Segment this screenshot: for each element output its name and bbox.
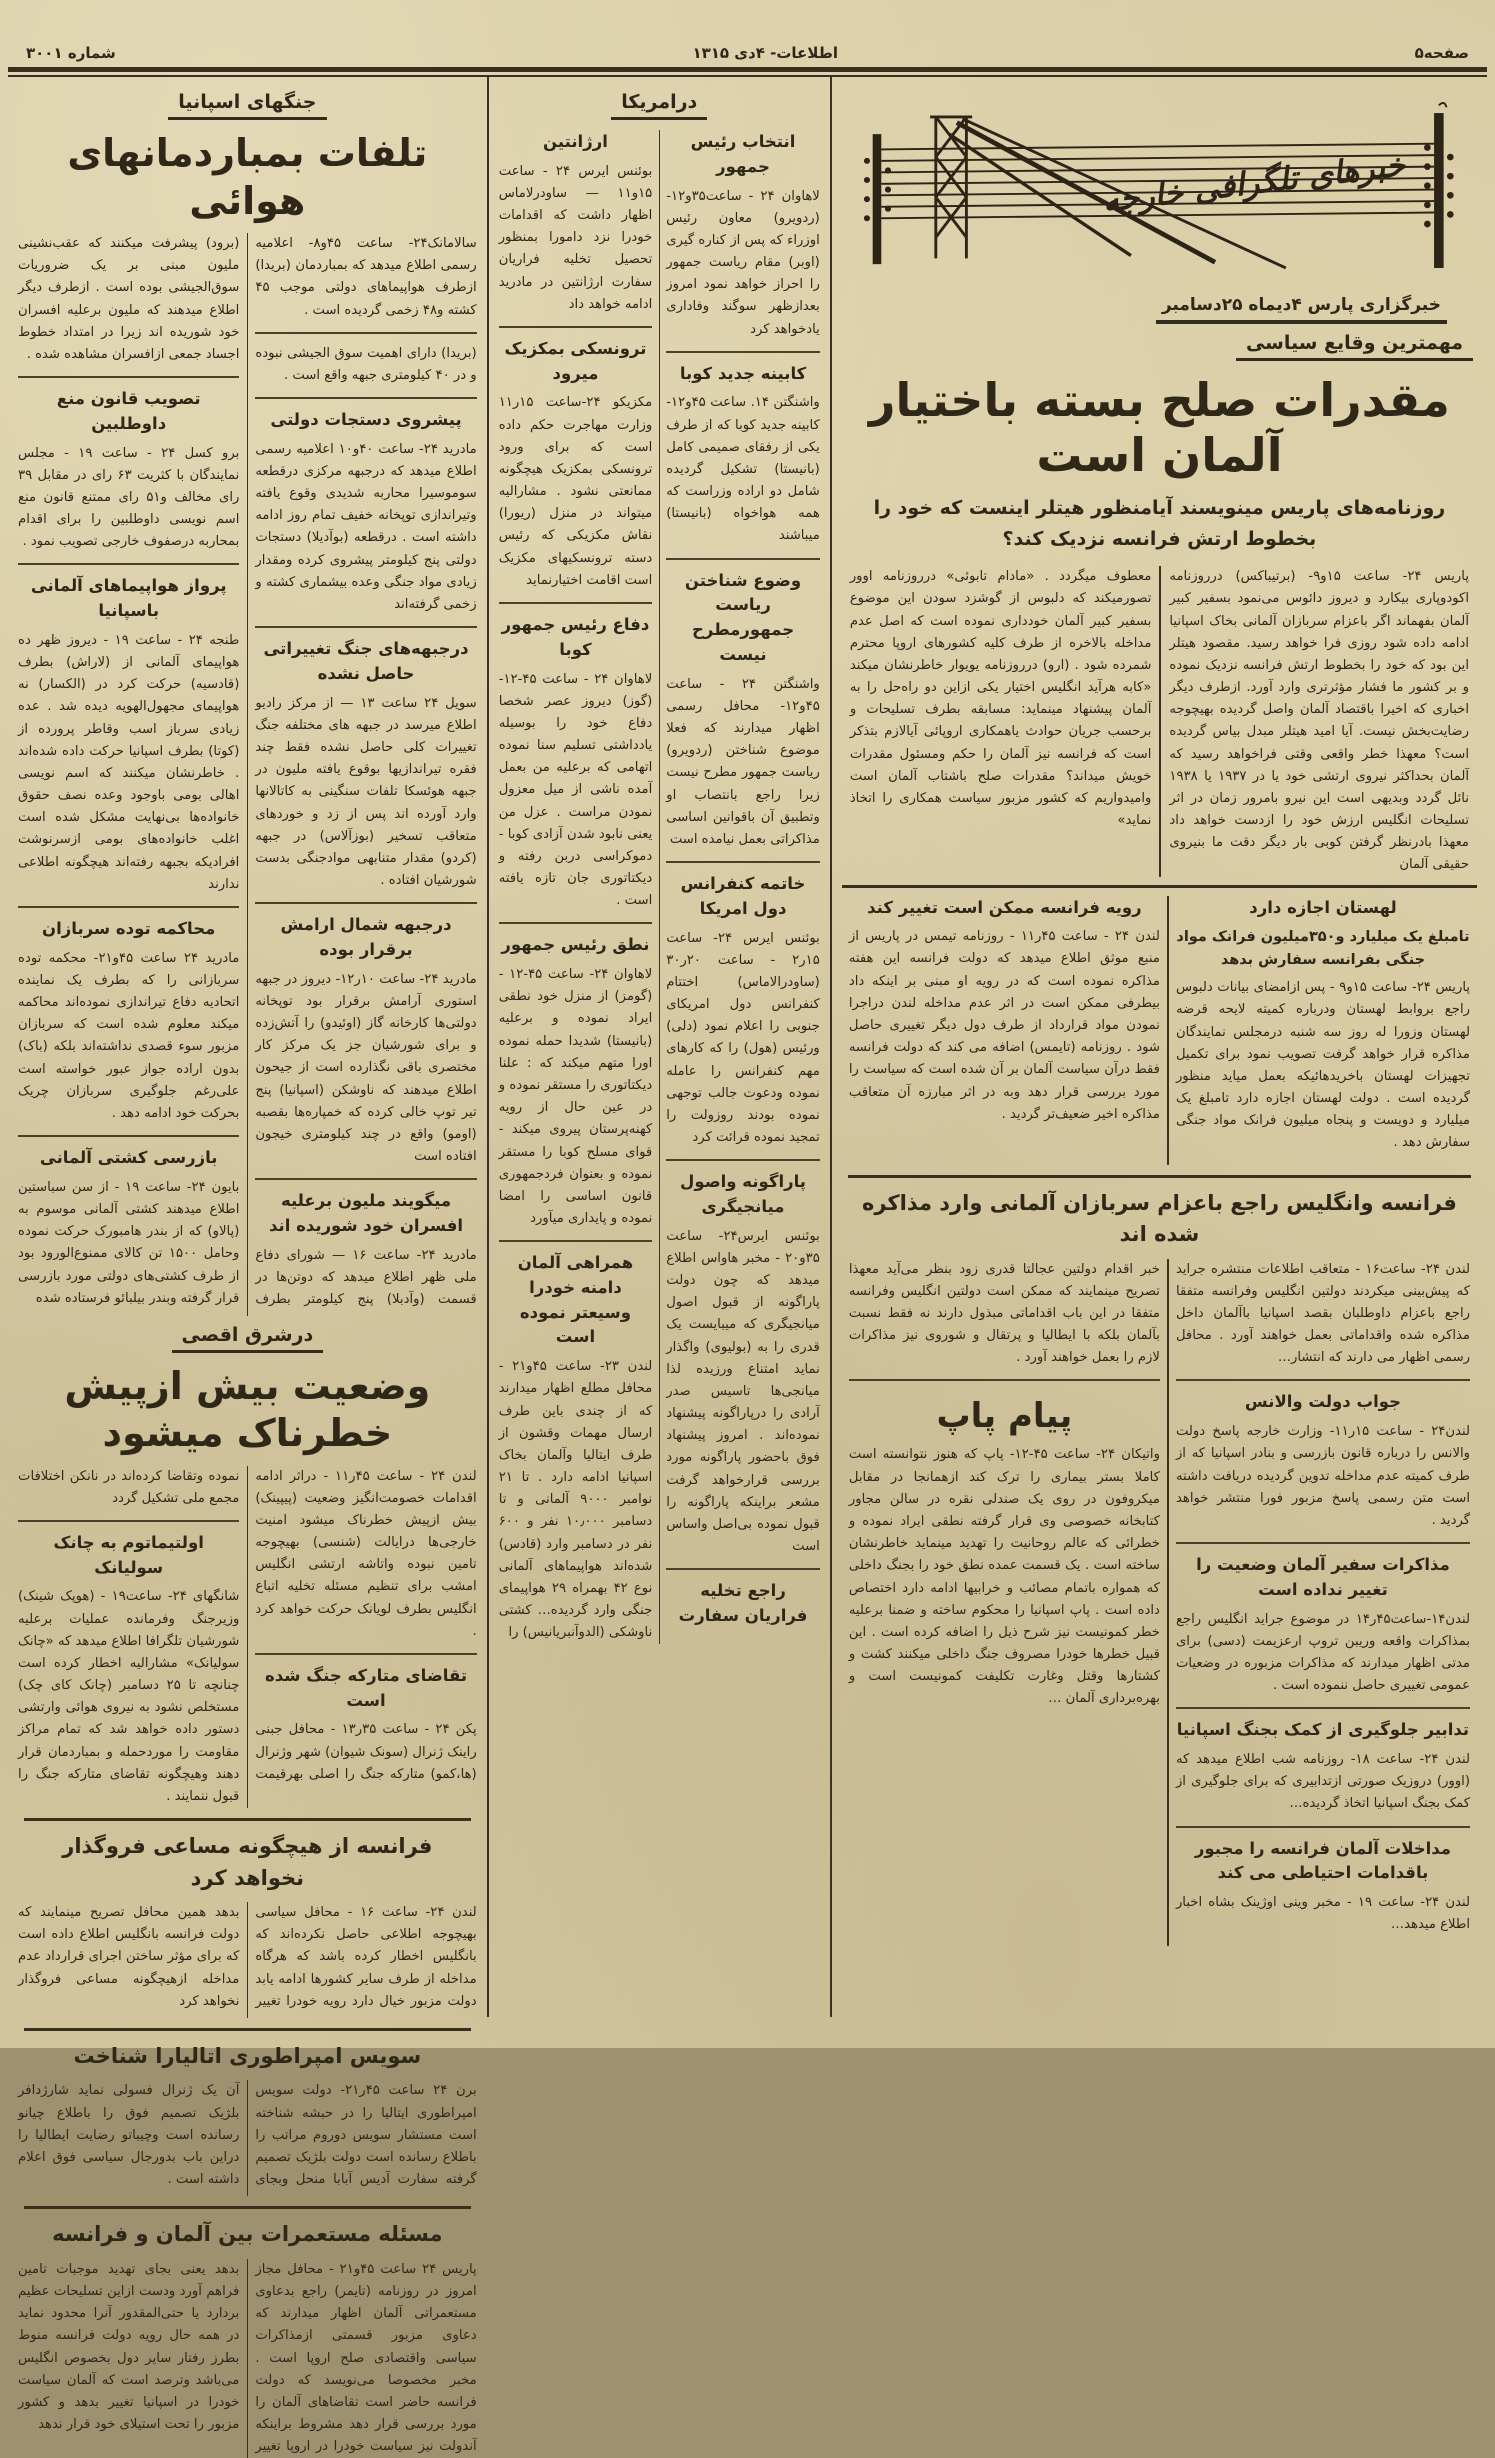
article-headline: نطق رئیس جمهور (501, 935, 650, 955)
article-government-advance (255, 397, 476, 616)
article-body: مادرید ۲۴- ساعت ۱۶ — شورای دفاع ملی ظهر اطلاع میدهد که دوتن‌ها در قسمت (وآدبلا) پنج کیلومتر بطرف (برود) پیشرفت میکنند که عقب‌نشینی ملیون مبنی بر یک ضروریات سوق‌الجیشی بوده است . ازطرف دیگر اطلاع میدهند که ملیون برعلیه افسران خود شوریده اند زیرا در امتداد خطوط اجساد جمعی ازافسران مشاهده شده . (18, 236, 477, 1308)
article-body: (بریدا) دارای اهمیت سوق الجیشی نبوده و در ۴۰ کیلومتری جبهه واقع است . (255, 345, 477, 383)
lead-subhead: روزنامه‌های پاریس مینویسند آیامنظور هیتلر اینست که خود را بخطوط ارتش فرانسه نزدیک کند؟ (873, 497, 1446, 550)
article-body: واشنگتن ۱۴. ساعت ۴۵و۱۲- کابینه جدید کوبا که از طرف یکی از رفقای صمیمی کامل (بانیستا) تشکیل گردیده شامل دو اراده وزراست که همه هواخواه (بانیستا) میباشند (666, 395, 820, 544)
article-body: پاریس ۲۴ ساعت ۴۵و۲۱ - محافل مجاز امروز در روزنامه (تایمر) راجع بدعاوی مستعمراتی آلمان اظهار میدارند که دعاوی مزبور قسمتی ازمذاکرات سیاسی واقتصادی صلح اروپا است . مخبر مخصوصا می‌نویسد که دولت فرانسه حاضر است تقاضاهای آلمان را مورد بررسی قرار دهد مشروط براینکه آندولت نیز سیاست خودرا در اروپا تغییر بدهد یعنی بجای تهدید موجبات تامین فراهم آورد ودست ازاین تسلیحات عظیم بردارد یا حتی‌المقدور آنرا محدود نماید در همه حال رویه دولت فرانسه منوط بطرز رفتار سایر دول بخصوص انگلیس می‌باشد وترصد است که آلمان سیاست خودرا در اسپانیا تغییر بدهد و کشور مزبور را تحت استیلای خود قرار ندهد (18, 2261, 477, 2455)
article-body: خبر اقدام دولتین عجالتا قدری زود بنظر می‌آید معهذا تصریح مینمایند که ممکن است دولتین انگلیس وفرانسه متفقا در این باب اقداماتی مبذول دارند نه فقط نسبت بآلمان بلکه با ایطالیا و پرتقال و شوروی نیز مذاکرات لازم را بعمل خواهند آورد . (848, 1261, 1160, 1366)
lead-body-right-column (1159, 566, 1477, 876)
article-body: لندن ۲۴- ساعت۱۶ - متعاقب اطلاعات منتشره جراید که پیش‌بینی میکردند دولتین انگلیس وفرانسه متفقا راجع باعزام داوطلبان بقصد اسپانیا باآلمان داخل مذاکره شده واقداماتی بعمل خواهند آورد . محافل رسمی اظهار می دارند که انتشار… (1175, 1261, 1470, 1366)
article-headline: کابینه جدید کوبا (679, 363, 807, 383)
article-headline: درجبهه‌های جنگ تغییراتی حاصل نشده (263, 639, 469, 683)
article-france-england-body-left (849, 1259, 1160, 1370)
article-body: بوئنس ایرس ۲۴ - ساعت ۱۵و۱۱ — ساودرلاماس اظهار داشت که اقدامات خودرا نزد دامورا بمنظور تحصیل تخلیه فراریان سفارت ارژانتین در مادرید ادامه خواهد داد (498, 163, 653, 312)
article-headline: وضوع شناختن ریاست جمهورمطرح نیست (684, 570, 802, 664)
article-body: سویل ۲۴ ساعت ۱۳ — از مرکز رادیو اطلاع میرسد در جبهه های مختلفه جنگ تغییرات کلی حاصل نشده فقط چند فقره تیراندازیها بوقوع یافته ملیون در جبهه هوئسکا تلفات سنگینی به کاتالانها وارد آورده اند پس از زد و خوردهای متعاقب تسخیر (بوزآلاس) در جبهه (کردو) مقدار متنابهی موادجنگی بدست شورشیان افتاده . (255, 695, 477, 889)
kicker-spanish-wars: جنگهای اسپانیا (168, 91, 326, 120)
spain-main-headline: تلفات بمباردمانهای هوائی (67, 131, 428, 223)
article-german-ambassador-talks (1176, 1542, 1470, 1697)
article-body: لندن۱۴-ساعت۴۵ر۱۴ در موضوع جراید انگلیس راجع بمذاکرات واقعه وریبن تروپ ارعزیمت (دسی) برای مدتی اظهار میدارند که مذاکرات مزبوره در وضعیات عمومی تغییری حاصل ننموده است . (1175, 1611, 1470, 1694)
article-headline: درجبهه شمال ارامش برقرار بوده (280, 915, 452, 959)
article-swiss-recognition-body (18, 2080, 477, 2196)
article-germany-accompaniment (499, 1240, 653, 1644)
article-body: مادرید ۲۴ ساعت ۴۵و۲۱- محکمه توده سربازانی را که بطرف یک نماینده اتحادیه دفاع تیراندازی نموده‌اند محاکمه میکند معلوم شده است که سربازان مزبور سوء قصدی نداشته‌اند بلکه (باک) بدون اراده جواز عبور خواسته است علی‌رغم جلوگیری سربازان چریک بحرکت خود ادامه دهد . (18, 950, 240, 1121)
article-body: پکن ۲۴ - ساعت ۳۵ر۱۳ - محافل جبنی راینک ژنرال (سونک شیوان) شهر وژنرال (ها،کمو) متارکه جنگ را اصلی بهرقیمت نموده وتقاضا کرده‌اند در نانکن اختلافات مجمع ملی تشکیل گردد (18, 1468, 477, 1782)
article-headline: راجع تخلیه فراریان سفارت ارژانتین (543, 132, 808, 1626)
article-body: لاهاوان ۲۴- ساعت ۴۵-۱۲ - (گومز) از منزل خود نطقی ایراد نموده و برعلیه (بانیستا) شدیدا حمله نموده اورا متهم میکند که : علنا دیکتاتوری را مستقر نموده و در عین حال از رویه کهنه‌پرستان پیروی میکند - قوای مسلح کوبا را مستقر نموده و بعنوان فردجمهوری قانون اساسی را امضا نموده و پایداری میآورد (498, 967, 653, 1227)
article-president-speech (499, 922, 653, 1230)
below-lead-right-column (1169, 896, 1477, 1165)
article-headline: پیشروی دستجات دولتی (270, 410, 462, 430)
article-body: بوئنس ایرس ۲۴- ساعت ۱۵ر۲ - ساعت ۲۰ر۳۰ (ساودرالاماس) اختتام کنفرانس دول امریکای جنوبی را اعلام نمود (دلی) ورئیس (هول) را که کارهای مهم کنفرانس را عامله نموده ودعوت جالب توجهی نموده بودند روزولت را تمجید نموده قرائت کرد (666, 930, 820, 1146)
page-number-label: صفحه۵ (1414, 44, 1469, 62)
headline-colonies-issue: مسئله مستعمرات بین آلمان و فرانسه (24, 2206, 471, 2251)
article-poland (1176, 896, 1470, 1155)
article-body: لندن ۲۳- ساعت ۴۵و۲۱ - محافل مطلع اظهار میدارند که از چندی باین طرف ارسال مهمات وقشون از طرف ایتالیا وآلمان بخاک اسپانیا ادامه دارد . تا ۲۱ نوامبر ۹۰۰۰ آلمانی و تا دسامبر ۱۰٫۰۰۰ نفر و ۶۰۰ نفر در دسامبر وارد (قادس) شده‌اند هواپیماهای آلمانی نوع ۴۲ بهمراه ۲۹ هواپیمای جنگی وارد گردیده… کشتی ناوشکی (الدوآنبریانیس) را (498, 1359, 653, 1641)
article-president-election (666, 130, 820, 341)
telegraph-wires-illustration (844, 87, 1475, 295)
section-foreign-telegrams (832, 77, 1487, 2017)
article-body: طنجه ۲۴ - ساعت ۱۹ - دیروز ظهر ده هواپیمای آلمانی از (لاراش) بطرف (قادسیه) حرکت کرد در (الکسار) نه هواپیمای مجهول‌الهویه دیده شد . عده زیادی سرباز اسب وقاطر پرورده از (کوتا) بطرف اسپانیا حرکت داده شده‌اند . خاطرنشان میکنند که اسم نویسی اهالی بومی باوجود وعده نصف حقوق خانواده‌ها بی‌نهایت مشکل شده است اغلب خانواده‌های بومی ازسرنوشت افرادیکه بجبهه رفته‌اند هیچگونه اطلاعی ندارند (18, 632, 240, 892)
article-headline: انتخاب رئیس جمهور (690, 132, 796, 176)
header-rule (8, 67, 1487, 77)
news-agency-dateline: خبرگزاری پارس ۴دیماه ۲۵دسامبر (1156, 295, 1447, 324)
article-body: واتیکان ۲۴- ساعت ۴۵-۱۲- پاپ که هنوز نتوانسته است کاملا بستر بیماری را ترک کند ازهمانجا در مقابل میکروفون در روی یک صندلی نقره در سالن مجاور کتابخانه خصوصی وی قرار گرفته نطقی ایراد نموده و خطرائی که عالم روحانیت را تهدید مینماید خاطرنشان ساخته است . یک قسمت عمده نطق خود را بجنگ داخلی که همواره باتمام مصائب و خرابیها ادامه دارد اختصاص داده است . پاپ اسپانیا را محکوم ساخته و ضمنا برعلیه خطر کمونیست نیز شرح ذیل را اضافه کرده است . این قبیل خطرها خودرا مصروف جنگ داخلی میکنند کشت و کشتارها وقتل وغارت تکلیفت کمونیست است و بهره‌برداری آلمان … (848, 1447, 1160, 1707)
below-lead-left-column (842, 896, 1169, 1165)
article-cuba-cabinet (666, 351, 820, 548)
article-trotsky-mexico (499, 326, 653, 592)
article-bombardment-right (255, 233, 476, 322)
lead-headline: مقدرات صلح بسته باختیار آلمان است (868, 373, 1450, 483)
article-body: برن ۲۴ ساعت ۴۵ر۲۱- دولت سویس امپراطوری ایتالیا را در حبشه شناخته است مستشار سویس دوروم مراتب را باطلاع رسانده است دولت بلژیک تصمیم گرفته سفارت آدیس آبابا منحل وبجای آن یک ژنرال فسولی نماید شارژدافر بلژیک تصمیم فوق را باطلاع چیانو رسانده است وچیباتو رضایت ایطالیا را دراین باب بدورجال سیاسی فوق اعلام داشته است . (18, 2083, 477, 2188)
kicker-far-east: درشرق اقصی (172, 1324, 324, 1353)
article-body: پاریس ۲۴- ساعت ۱۵و۹ - پس ازامضای بیانات دلبوس راجع بروابط لهستان ودرباره کمیته لایحه قرضه لهستان وزورا له روز سه شنبه درمجلس نمایندگان مذاکره قرار خواهد گرفت تصویب نمود برای تکمیل تجهیزات لهستان باخریدهائیکه بعمل میاید منظور گردیده است . دولت لهستان اجازه دارد تامبلغ یک میلیارد و دویست و پنجاه میلیون فرانک مواد جنگی سفارش دهد . (1175, 980, 1471, 1151)
article-headline: بازرسی کشتی آلمانی (39, 1148, 218, 1168)
article-headline: همراهی آلمان دامنه خودرا وسیعتر نموده است (517, 1253, 634, 1347)
article-paraguay-mediation (666, 1159, 820, 1558)
article-headline: پاراگونه واصول میانجیگری (680, 1172, 806, 1216)
article-body: مادرید ۲۴- ساعت ۱۰ر۱۲- دیروز در جبهه استوری آرامش برقرار بود توپخانه دولتی‌ها کارخانه گاز (اوئیدو) را آتش‌زده و برای شورشیان جز یک مرکز کار مختصری باقی نگذارده است از جیحون اطلاع میدهند که ناوشکن (اسپانیا) پنج تیر توپ خالی کرده که خمپاره‌ها بقصبه (اومو) واقع در چند کیلومتری خیجون افتاده است (255, 971, 477, 1165)
article-france-england-body (1176, 1259, 1470, 1370)
article-body: مکزیکو ۲۴-ساعت ۱۵ر۱۱ وزارت مهاجرت حکم داده است که برای ورود ترونسکی بمکزیک هیچگونه ممانعتی نشود . مشارالیه میتواند در منزل (ریورا) نقاش مکزیکی که رئیس دسته ترونسکیهای مکزیک است اقامت اختیارنماید (498, 395, 653, 588)
page-content (0, 77, 1495, 2455)
below-lead-left-column-2 (842, 1259, 1169, 1947)
article-subhead: تامبلغ یک میلیارد و۳۵۰میلیون فرانک مواد جنگی بفرانسه سفارش بدهد (1176, 929, 1470, 968)
masthead-script-title: خبرهای تلگرافی خارجه (1100, 147, 1408, 220)
article-bombardment-left (255, 332, 476, 387)
article-cuba-president-defense (499, 602, 653, 912)
article-americas-conference-end (666, 861, 820, 1149)
page-header (0, 0, 1495, 67)
article-body: پاریس ۲۴- ساعت ۱۵و۹- (برتیباکس) درروزنامه اکودوپاری بیکارد و دیروز دائوس می‌نمود بسفیر کبیر آلمان بفهماند اگر باعزام سربازان آلمانی بخاک اسپانیا ادامه داده شود روزی فرا خواهد رسید. مقصود هیتلر این بود که خود را بخطوط ارتش فرانسه نزدیک نموده و بر کشور ما فشار مؤثرتری وارد آورد. ازطرف دیگر اخباری که اخیرا باقتصاد آلمان واصل گردیده بهیچوجه رضایت‌بخش نیست. آیا امید هیتلر مبدل بیاس گردیده است؟ معهذا خطر واقعی وقتی فراخواهد رسید که آلمان بحداکثر نیروی ارتشی خود یا در ۱۹۳۷ یا ۱۹۳۸ نائل گردد وبدیهی است این نیرو بامرور زمان در اثر تسلیحات انگلیس ارزش خود را ازدست خواهد داد معهذا بادرنظر گرفتن کوبی بار دیگر دقت ما بنیروی حقیقی آلمان (1169, 569, 1469, 873)
article-northern-front-calm (255, 902, 476, 1168)
spain-column-flow (18, 83, 477, 2458)
article-body: برو کسل ۲۴ - ساعت ۱۹ - مجلس نمایندگان با کثریت ۶۳ رای در مقابل ۳۹ رای مخالف و۵۱ رای ممتنع قانون منع اسم نویسی داوطلبین را برای اقدام بمحاربه درصفوف خارجی تصویب نمود . (18, 445, 240, 550)
kicker-important-political-events: مهمترین وقایع سیاسی (1236, 332, 1473, 361)
headline-swiss-recognize-italy: سویس امپراطوری اتالیارا شناخت (24, 2028, 471, 2073)
article-body: لندن ۲۴- ساعت ۱۶ - محافل سیاسی بهیچوجه اطلاعی حاصل نکرده‌اند که بانگلیس اخطار کرده باشد که هرگاه مداخله از طرف سایر کشورها ادامه یابد دولت مزبور خیال دارد رویه خودرا تغییر بدهد همین محافل تصریح مینمایند که دولت فرانسه بانگلیس اطلاع داده است که برای مؤثر ساختن اجرای قرارداد عدم مداخله ازهیچگونه مساعی فروگذار نخواهد کرد (18, 1905, 477, 2009)
headline-france-no-effort-spared: فرانسه از هیچگونه مساعی فروگذار نخواهد کرد (24, 1818, 471, 1894)
telegraph-wires-art (844, 87, 1475, 295)
article-body: لندن ۲۴ - ساعت ۴۵ر۱۱ - روزنامه تیمس در پاریس از منبع موثق اطلاع میدهد که دولت فرانسه این هفته مذاکره نموده است که در رویه او مبنی بر اینکه داد بیطرفی ممکن است در اثر عدم مداخله لندن دراجرا نمودن مواد قرارداد از طرف دول دیگر تغییری حاصل شود . روزنامه (تایمس) اضافه می کند که دولت فرانسه فقط درآن سیاست آلمان بر آن شده است که سیاست را مورد بررسی قرار دهد وبه در اثر مبارزه آن متعاقب مذاکره اخیر ضعیف‌تر گردید . (848, 929, 1160, 1122)
article-headline: مذاکرات سفیر آلمان وضعیت را تغییر نداده است (1196, 1555, 1450, 1599)
article-pope-message (849, 1379, 1160, 1710)
article-colonies-issue-body (18, 2259, 477, 2458)
article-headline: پرواز هواپیماهای آلمانی باسپانیا (30, 576, 227, 621)
article-headline: خاتمه کنفرانس دول امریکا (680, 874, 806, 918)
article-headline: میگویند ملیون برعلیه افسران خود شوریده اند (268, 1191, 464, 1235)
article-body: لاهاوان ۲۴ - ساعت ۴۵-۱۲- (گوز) دیروز عصر شخصا دفاع خود را بوسیله یادداشتی تسلیم سنا نموده اتهامی که برعلیه من بعمل آمده ناشی از میل معزول نمودن مراست . عزل من یعنی نابود شدن آزادی کوبا - دموکراسی دربن رفته و دیکتاتوری جان تازه یافته است . (498, 671, 653, 909)
far-east-main-headline: وضعیت بیش ازپیش خطرناک میشود (64, 1363, 431, 1456)
article-headline: مداخلات آلمان فرانسه را مجبور باقدامات احتیاطی می کند (1194, 1838, 1452, 1883)
edition-date-label: اطلاعات- ۴دی ۱۳۱۵ (692, 44, 838, 62)
article-headline: جواب دولت والانس (1244, 1392, 1401, 1412)
article-body: معطوف میگردد . «مادام تابوئی» درروزنامه اوور تصورمیکند که دلبوس از گوشزد سودن این موضوع بسفیر کبیر آلمان خودداری نموده است که اصل عدم مداخله بالاخره از طرف کلیه کشورهای اروپا محترم شمرده شود . (ارو) درروزنامه یویوار خاطرنشان میکند «کابه هرآید انگلیس اختیار یکی ازاین دو راه‌حل را به آلمان پیشنهاد مینماید: مسابقه بطرف تسلیحات و برحسب جریان حوادث یاهمکاری اروپائی آیالازم بتذکر است که فرانسه نیز آلمان را حکم ومسئول مقدرات خویش میداند؟ مقدرات صلح باشتاب آلمان است وامیدواریم که کشور مزبور سیاست همکاری را اتخاذ نماید» (849, 569, 1152, 829)
section-spain-fareast (8, 77, 489, 2455)
article-volunteers-ban-law (18, 376, 239, 553)
article-headline: لهستان اجازه دارد (1249, 897, 1397, 917)
article-headline: رویه فرانسه ممکن است تغییر کند (867, 897, 1142, 917)
article-headline: دفاع رئیس جمهور کوبا (501, 615, 650, 659)
article-prevention-measures (1176, 1707, 1470, 1815)
article-france-no-effort-body (18, 1902, 477, 2018)
article-ultimatum-chang (18, 1520, 239, 1808)
cross-column-headline-france-england: فرانسه وانگلیس راجع باعزام سربازان آلمانی وارد مذاکره شده اند (848, 1175, 1471, 1251)
article-body: لندن ۲۴- ساعت ۱۹ - مخبر وینی اوژینک بشاه اخبار اطلاع میدهد… (1175, 1895, 1471, 1933)
article-headline: پیام پاپ (936, 1396, 1073, 1437)
article-headline: تصویب قانون منع داوطلبین (56, 389, 201, 433)
article-body: سالامانک۲۴- ساعت ۴۵و۸- اعلامیه رسمی اطلاع میدهد که بمباردمان (بریدا) ازطرف هواپیماهای دولتی موجب ۴۵ کشته و۴۸ زخمی گردیده است . (255, 236, 477, 318)
spain-section-head (18, 83, 477, 233)
lead-body-columns (842, 566, 1477, 876)
lead-body-left-column (842, 566, 1160, 876)
article-body: لندن ۲۴- ساعت ۱۸- روزنامه شب اطلاع میدهد که (اوور) دروزیک صورتی ازتدابیری که برای جلوگیری از کمک بجنگ اسپانیا اتخاذ گردیده… (1175, 1752, 1471, 1812)
article-headline: محاکمه توده سربازان (42, 918, 216, 938)
article-no-front-changes (255, 626, 476, 892)
article-body: بوئنس ایرس۲۴- ساعت ۳۵و۲۰ - مخبر هاواس اطلاع میدهد که چون دولت پاراگونه از قبول اصول میانجیگری که میبایست یک قدری را به (بولیوی) واگذار نماید امتناع ورزیده لذا میانجی‌ها تاسیس صدر آرادی را درپاراگونه پیشنهاد نموده‌اند . امروز پیشنهاد فوق باحضور پاراگونه مورد بررسی قرارخواهد گرفت مشعر براینکه پاراگونه را قبول نموده بی‌اصل واساس است (666, 1228, 820, 1555)
article-situation-dangerous (255, 1466, 476, 1643)
article-german-planes-flight (18, 563, 239, 896)
article-headline: ترونسکی بمکزیک میرود (504, 338, 647, 383)
article-german-interventions (1176, 1826, 1470, 1937)
article-headline: تدابیر جلوگیری از کمک بجنگ اسپانیا (1176, 1720, 1470, 1740)
below-lead-right-column-2 (1169, 1259, 1477, 1947)
article-body: لندن ۲۴ - ساعت ۴۵ر۱۱ - دراثر ادامه اقدامات خصومت‌انگیز وضعیت (پیپینک) بیش ازپیش خطرناک میشود امنیت خارجی‌ها درایالت (شنسی) بهیچوجه تامین نبوده واتاشه ارتشی انگلیس امشب برای تنظیم مسئله تخلیه اتباع انگلیس بطرف لویانک حرکت خواهد کرد . (255, 1468, 477, 1639)
issue-number-label: شماره ۳۰۰۱ (26, 44, 116, 62)
article-valencia-reply (1176, 1379, 1470, 1532)
article-recognition-not-raised (666, 558, 820, 851)
america-column-flow (499, 130, 820, 1644)
article-headline: اولتیماتوم به چانک سولیانک (53, 1532, 204, 1577)
article-german-ship-inspection (18, 1135, 239, 1310)
article-body: بایون ۲۴- ساعت ۱۹ - از سن سباستین اطلاع میدهند کشتی آلمانی موسوم به (پالاو) که از بندر هامبورک حرکت نموده وحامل ۱۵۰۰ تن کالای ممنوع‌الورود بود از طرف کشتی‌های دولتی مورد بازرسی قرار گرفته وبندر بیلبائو فرستاده شده (18, 1179, 240, 1306)
article-body: مادرید ۲۴- ساعت ۴۰و۱۰ اعلامیه رسمی اطلاع میدهد که درجبهه مرکزی درقطعه سوموسیرا محاربه شدیدی وقوع یافته وتیراندازی توپخانه خفیف تمام روز ادامه داشته است . درقطعه (بوآدیلا) دستجات دولتی پنج کیلومتر پیشروی کرده ومقدار زیادی مواد جنگی وعده بیشماری کشته و زخمی گرفته‌اند (255, 441, 477, 612)
article-headline: تقاضای متارکه جنگ شده است (265, 1665, 468, 1710)
kicker-in-america: درامریکا (611, 91, 707, 120)
below-lead-region (842, 885, 1477, 1947)
article-france-stance (849, 896, 1160, 1126)
article-body: واشنگتن ۲۴ - ساعت ۴۵و۱۲- محافل رسمی اظهار میدارند که فعلا موضوع شناختن (ردویرو) ریاست جمهور مطرح نیست زیرا راجع بانتصاب او وتطبیق آن باقوانین اساسی مذاکراتی بعمل نیامده است (666, 676, 820, 847)
article-body: لندن۲۴ - ساعت ۱۵ر۱۱- وزارت خارجه پاسخ دولت والانس را درباره قانون بازرسی و بنادر اسپانیا که از طرف کمیته عدم مداخله تدوین گردیده دریافت داشته است متن رسمی پاسخ مزبور فورا منتشر خواهد گردید . (1175, 1424, 1470, 1528)
article-body: شانگهای ۲۴- ساعت۱۹ - (هوپک شینک) وزیرجنگ وفرمانده عملیات برعلیه شورشیان تلگرافا اطلاع میدهد که «چانک سولیانک» مشارالیه اخطار کرده است چنانچه تا ۲۵ دسامبر (چانک کای چک) مستخلص نشود به نیروی هوائی وارتشی دستور داده خواهد شد که تمام مراکز مقاومت را موردحمله و بمباردمان قرار دهند وهیچگونه تقاضای متارکه جنگ را قبول ننمایند . (18, 1589, 240, 1804)
far-east-section-head (18, 1316, 477, 1466)
section-in-america (489, 77, 832, 2017)
article-soldiers-trial (18, 906, 239, 1125)
article-body: لاهاوان ۲۴ - ساعت۳۵و۱۲- (ردویرو) معاون رئیس اوزراء که پس از کناره گیری (اوبر) مقام ریاست جمهور را احراز خواهد نمود امروز بعدازظهر سوگند وفاداری یادخواهد کرد (666, 188, 820, 337)
